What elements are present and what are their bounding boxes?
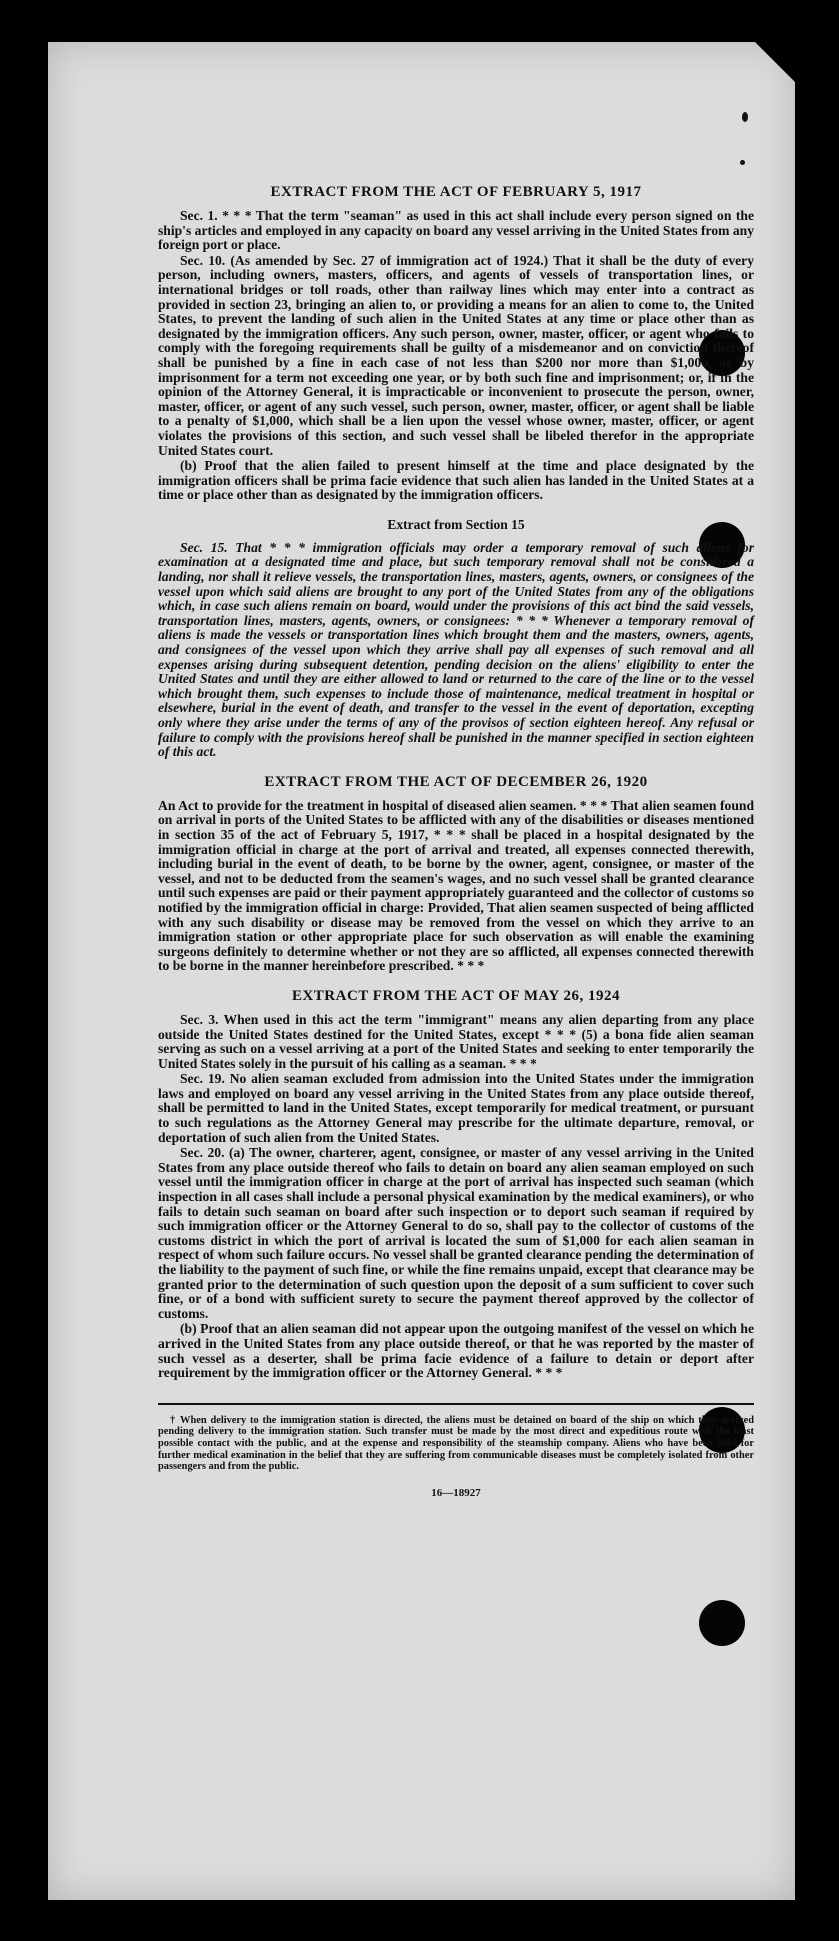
section-act-1917 [158, 184, 754, 503]
section-heading: EXTRACT FROM THE ACT OF DECEMBER 26, 1920 [264, 773, 648, 790]
document-page [48, 42, 795, 1900]
section-heading: EXTRACT FROM THE ACT OF MAY 26, 1924 [291, 987, 621, 1004]
footnote-divider [158, 1403, 754, 1405]
paragraph: Sec. 15. That * * * immigration officials may order a temporary removal of such aliens for examination at a designated time and place, but such temporary removal shall not be considered a landing, nor shall it relieve vessels, the transportation lines, masters, agents, owners, or consignees of the vessel upon which said aliens are brought to any port of the United States from any of the obligations which, in case such aliens remain on board, would under the provisions of this act bind the said vessels, transportation lines, masters, agents, owners, or consignees: * * * Whenever a temporary removal of aliens is made the vessels or transportation lines which brought them and the masters, owners, agents, and consignees of the vessel upon which they arrive shall pay all expenses of such removal and all expenses arising during subsequent detention, pending decision on the aliens' eligibility to enter the United States and until they are either allowed to land or returned to the care of the line or to the vessel which brought them, such expenses to include those of maintenance, medical treatment in hospital or elsewhere, burial in the event of death, and transfer to the vessel in the event of deportation, excepting only where they arise under the terms of any of the provisos of section eighteen hereof. Any refusal or failure to comply with the provisions hereof shall be punished in the manner specified in section eighteen of this act. [158, 539, 754, 760]
document-body [158, 184, 754, 1499]
section-15-extract [158, 517, 754, 760]
form-number: 16—18927 [431, 1486, 481, 1499]
speck [740, 160, 745, 165]
section-act-1920 [158, 774, 754, 974]
paragraph: An Act to provide for the treatment in hospital of diseased alien seamen. * * * That alien seamen found on arrival in ports of the United States to be afflicted with any of the disabilities or diseases mentioned in section 35 of the act of February 5, 1917, * * * shall be placed in a hospital designated by the immigration official in charge at the port of arrival and treated, all expenses connected therewith, including burial in the event of death, to be borne by the owner, agent, consignee, or master of the vessel, and not to be deducted from the seamen's wages, and no such vessel shall be granted clearance until such expenses are paid or their payment appropriately guaranteed and the collector of customs so notified by the immigration official in charge: Provided, That alien seamen suspected of being afflicted with any such disability or disease may be removed from the vessel on which they arrive to an immigration station or other appropriate place for such observation as will enable the examining surgeons definitely to determine whether or not they are so afflicted, all expenses connected therewith to be borne in the manner hereinbefore prescribed. * * * [158, 797, 754, 974]
paragraph: Sec. 3. When used in this act the term "immigrant" means any alien departing from any place outside the United States destined for the United States, except * * * (5) a bona fide alien seaman serving as such on a vessel arriving at a port of the United States and seeking to enter temporarily the United States solely in the pursuit of his calling as a seaman. * * * [158, 1011, 754, 1071]
paragraph: (b) Proof that the alien failed to present himself at the time and place designated by the immigration officers shall be prima facie evidence that such alien has landed in the United States at a time or place other than as designated by the immigration officers. [158, 458, 754, 503]
paragraph: Sec. 20. (a) The owner, charterer, agent, consignee, or master of any vessel arriving in the United States from any place outside thereof who fails to detain on board any alien seaman employed on such vessel until the immigration officer in charge at the port of arrival has inspected such seaman (which inspection in all cases shall include a personal physical examination by the medical examiners), or who fails to detain such seaman on board after such inspection or to deport such seaman if required by such immigration officer or the Attorney General to do so, shall pay to the collector of customs of the customs district in which the port of arrival is located the sum of $1,000 for each alien seaman in respect of whom such failure occurs. No vessel shall be granted clearance pending the determination of the liability to the payment of such fine, or while the fine remains unpaid, except that clearance may be granted prior to the determination of such question upon the deposit of a sum sufficient to cover such fine, or of a bond with sufficient surety to secure the payment thereof approved by the collector of customs. [158, 1145, 754, 1321]
footnote: † When delivery to the immigration station is directed, the aliens must be detained on board of the ship on which they arrived pending delivery to the immigration station. Such transfer must be made by the most direct and expeditious route with the least possible contact with the public, and at the expense and responsibility of the steamship company. Aliens who have been held for further medical examination in the belief that they are suffering from communicable diseases must be completely isolated from other passengers and from the public. [158, 1414, 754, 1473]
speck [742, 112, 748, 122]
section-heading: EXTRACT FROM THE ACT OF FEBRUARY 5, 1917 [270, 184, 642, 200]
paragraph: Sec. 19. No alien seaman excluded from admission into the United States under the immigration laws and employed on board any vessel arriving in the United States from any place outside thereof, shall be permitted to land in the United States, except temporarily for medical treatment, or pursuant to such regulations as the Attorney General may prescribe for the ultimate departure, removal, or deportation of such alien from the United States. [158, 1071, 754, 1145]
paragraph: Sec. 1. * * * That the term "seaman" as used in this act shall include every person signed on the ship's articles and employed in any capacity on board any vessel arriving in the United States from any foreign port or place. [158, 208, 755, 253]
paragraph: (b) Proof that an alien seaman did not appear upon the outgoing manifest of the vessel on which he arrived in the United States from any place outside thereof, or that he was reported by the master of such vessel as a deserter, shall be prima facie evidence of a failure to detain or deport after requirement by the immigration officer or the Attorney General. * * * [158, 1321, 754, 1381]
section-heading: Extract from Section 15 [387, 516, 525, 532]
section-act-1924 [158, 988, 754, 1381]
punch-hole-4 [699, 1600, 745, 1646]
paragraph: Sec. 10. (As amended by Sec. 27 of immigration act of 1924.) That it shall be the duty of every person, including owners, masters, officers, and agents of vessels of transportation lines, or international bridges or toll roads, other than railway lines which may enter into a contract as provided in section 23, bringing an alien to, or providing a means for an alien to come to, the United States, to prevent the landing of such alien in the United States at any time or place other than as designated by the immigration officers. Any such person, owner, master, officer, or agent who fails to comply with the foregoing requirements shall be guilty of a misdemeanor and on conviction thereof shall be punished by a fine in each case of not less than $200 nor more than $1,000, or by imprisonment for a term not exceeding one year, or by both such fine and imprisonment; or, if in the opinion of the Attorney General, it is impracticable or inconvenient to prosecute the person, owner, master, officer, or agent of any such vessel, such person, owner, master, officer, or agent shall be liable to a penalty of $1,000, which shall be a lien upon the vessel whose owner, master, officer, or agent violates the provisions of this section, and such vessel shall be libeled therefor in the appropriate United States court. [158, 252, 754, 458]
folded-corner [755, 42, 795, 82]
